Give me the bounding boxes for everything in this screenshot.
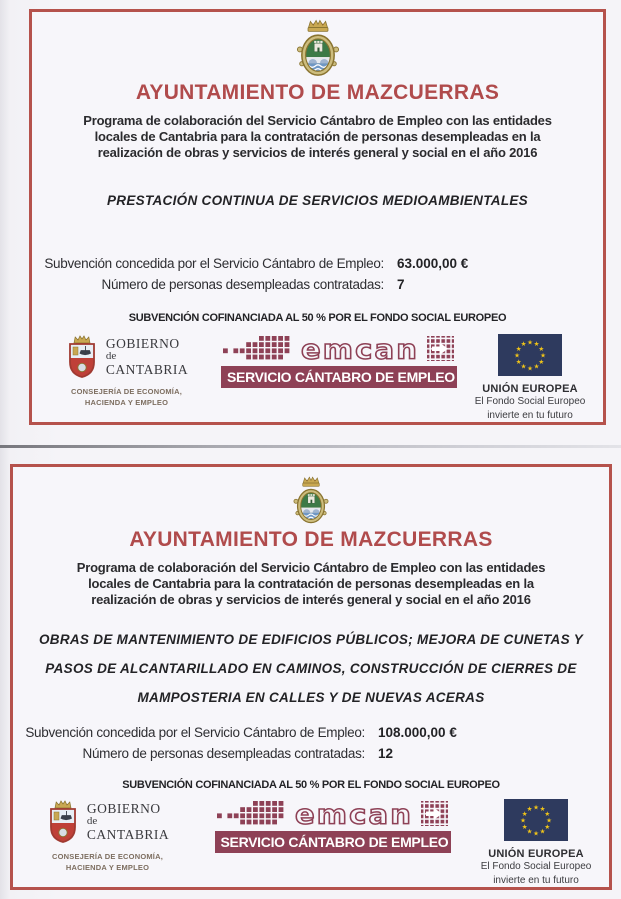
cantabria-crest-icon: [46, 799, 80, 845]
program-intro: [77, 560, 546, 608]
persons-label: Número de personas desempleadas contratadas:: [101, 277, 384, 292]
subsidy-row: [32, 256, 603, 271]
cantabria-crest-icon: [65, 334, 99, 380]
page-seam-divider: [0, 445, 621, 448]
program-intro-line: realización de obras y servicios de interés general y social en el año 2016: [97, 145, 538, 160]
emcan-banner: SERVICIO CÁNTABRO DE EMPLEO: [215, 831, 451, 853]
persons-value: 12: [378, 746, 394, 761]
cantabria-government-logo: [44, 334, 209, 409]
logos-row: [13, 799, 609, 887]
cofinance-note: SUBVENCIÓN COFINANCIADA AL 50 % POR EL FONDO SOCIAL EUROPEO: [128, 312, 507, 324]
program-intro-line: Programa de colaboración del Servicio Cántabro de Empleo con las entidades: [83, 113, 552, 128]
european-union-logo: [475, 799, 597, 887]
project-title-line: PASOS DE ALCANTARILLADO EN CAMINOS, CONSTRUCCIÓN DE CIERRES DE: [45, 661, 577, 676]
eu-title: UNIÓN EUROPEA: [488, 848, 584, 860]
program-intro-line: realización de obras y servicios de interés general y social en el año 2016: [91, 592, 531, 607]
eu-title: UNIÓN EUROPEA: [482, 383, 578, 395]
program-intro: [83, 113, 552, 161]
emcan-logo: [221, 334, 457, 388]
subsidy-value: 63.000,00 €: [397, 256, 469, 271]
program-intro-line: locales de Cantabria para la contratación de personas desempleadas en la: [94, 129, 541, 144]
grant-details: [32, 256, 603, 298]
mazcuerras-coat-of-arms-icon: [282, 476, 340, 525]
grant-details: [13, 725, 609, 767]
cofinance-note: SUBVENCIÓN COFINANCIADA AL 50 % POR EL FONDO SOCIAL EUROPEO: [122, 779, 500, 791]
cantabria-wordmark: GOBIERNO de CANTABRIA: [86, 801, 170, 842]
emcan-mark-icon: [223, 334, 455, 364]
subsidy-label: Subvención concedida por el Servicio Cántabro de Empleo:: [25, 725, 365, 740]
cantabria-department-caption: CONSEJERÍA DE ECONOMÍA, HACIENDA Y EMPLEO: [51, 852, 163, 873]
certificate-2: [10, 464, 612, 890]
emcan-mark-icon: [217, 799, 449, 829]
project-title: [107, 193, 528, 208]
eu-flag-icon: [504, 799, 568, 841]
project-title-line: OBRAS DE MANTENIMIENTO DE EDIFICIOS PÚBLICOS; MEJORA DE CUNETAS Y: [38, 632, 584, 647]
program-intro-line: locales de Cantabria para la contratación de personas desempleadas en la: [88, 576, 534, 591]
emcan-banner: SERVICIO CÁNTABRO DE EMPLEO: [221, 366, 457, 388]
eu-subtitle: El Fondo Social Europeo invierte en tu futuro: [474, 396, 586, 421]
project-title: [39, 632, 583, 719]
persons-row: [32, 277, 603, 292]
eu-flag-icon: [498, 334, 562, 376]
persons-row: [13, 746, 609, 761]
mazcuerras-coat-of-arms-icon: [289, 19, 347, 78]
subsidy-label: Subvención concedida por el Servicio Cántabro de Empleo:: [44, 256, 384, 271]
emcan-logo: [215, 799, 451, 853]
european-union-logo: [469, 334, 591, 422]
persons-label: Número de personas desempleadas contratadas:: [82, 746, 365, 761]
cantabria-wordmark: GOBIERNO de CANTABRIA: [105, 336, 189, 377]
cantabria-government-logo: [25, 799, 190, 874]
certificate-1: [29, 9, 606, 425]
program-intro-line: Programa de colaboración del Servicio Cántabro de Empleo con las entidades: [76, 560, 546, 575]
subsidy-row: [13, 725, 609, 740]
subsidy-value: 108.000,00 €: [378, 725, 457, 740]
persons-value: 7: [397, 277, 405, 292]
page-title: AYUNTAMIENTO DE MAZCUERRAS: [135, 81, 500, 104]
eu-subtitle: El Fondo Social Europeo invierte en tu futuro: [480, 861, 592, 886]
project-title-line: PRESTACIÓN CONTINUA DE SERVICIOS MEDIOAMBIENTALES: [107, 193, 528, 208]
logos-row: [32, 334, 603, 422]
project-title-line: MAMPOSTERIA EN CALLES Y DE NUEVAS ACERAS: [137, 690, 485, 705]
page-title: AYUNTAMIENTO DE MAZCUERRAS: [129, 528, 493, 551]
cantabria-department-caption: CONSEJERÍA DE ECONOMÍA, HACIENDA Y EMPLEO: [70, 387, 182, 408]
